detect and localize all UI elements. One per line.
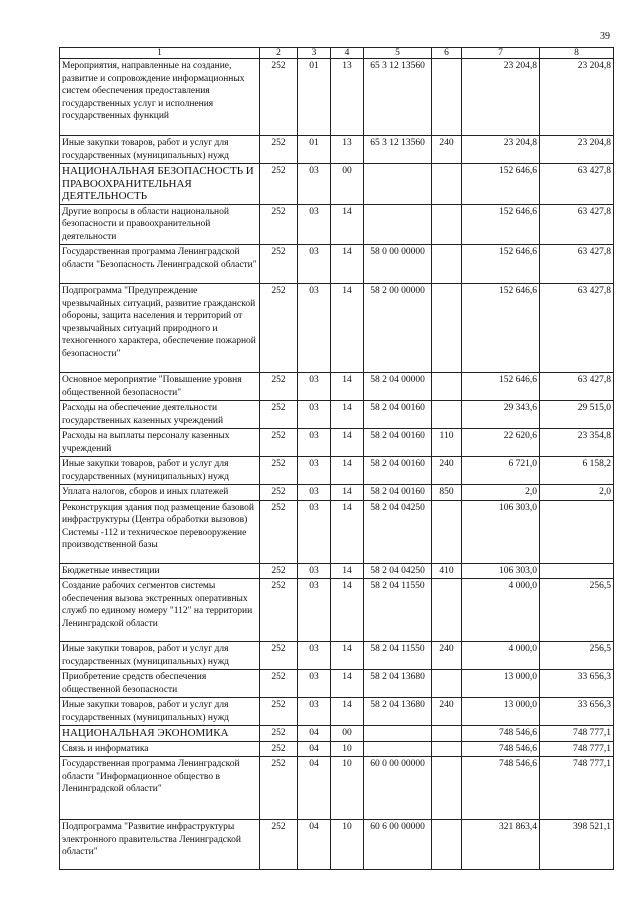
row-section-cell: 04	[298, 757, 331, 820]
row-name-cell: Подпрограмма "Предупреждение чрезвычайных ситуаций, развитие гражданской обороны, защита населения и территорий от чрезвычайных ситуаций природного и техногенного характера, обеспечение пожарной безопасности"	[60, 284, 260, 373]
row-code-cell: 252	[260, 59, 298, 136]
row-amount-cell: 13 000,0	[462, 698, 540, 726]
table-row	[60, 820, 614, 870]
row-type-cell	[432, 401, 462, 429]
row-amount-cell: 748 546,6	[462, 741, 540, 757]
row-subsection-cell: 14	[331, 429, 364, 457]
column-header: 4	[331, 48, 364, 59]
row-name-cell: НАЦИОНАЛЬНАЯ БЕЗОПАСНОСТЬ И ПРАВООХРАНИТЕЛЬНАЯ ДЕЯТЕЛЬНОСТЬ	[60, 164, 260, 205]
column-header: 6	[432, 48, 462, 59]
row-section-cell: 04	[298, 741, 331, 757]
column-header: 7	[462, 48, 540, 59]
table-row	[60, 579, 614, 642]
row-amount-cell: 152 646,6	[462, 204, 540, 245]
row-code-cell: 252	[260, 284, 298, 373]
row-code-cell: 252	[260, 401, 298, 429]
row-name-cell: Реконструкция здания под размещение базовой инфраструктуры (Центра обработки вызовов) Системы -112 и техническое перевооружение производственной базы	[60, 500, 260, 563]
row-name-cell: Другие вопросы в области национальной безопасности и правоохранительной деятельности	[60, 204, 260, 245]
row-section-cell: 03	[298, 563, 331, 579]
row-target-cell: 58 2 04 11550	[364, 642, 432, 670]
row-code-cell: 252	[260, 757, 298, 820]
row-code-cell: 252	[260, 726, 298, 742]
row-amount-cell: 152 646,6	[462, 164, 540, 205]
row-name-cell: Мероприятия, направленные на создание, развитие и сопровождение информационных систем обеспечения предоставления государственных услуг и исполнения государственных функций	[60, 59, 260, 136]
row-amount-cell: 748 777,1	[540, 757, 614, 820]
row-code-cell: 252	[260, 164, 298, 205]
row-amount-cell	[540, 500, 614, 563]
row-subsection-cell: 14	[331, 204, 364, 245]
row-section-cell: 04	[298, 726, 331, 742]
row-type-cell	[432, 500, 462, 563]
row-amount-cell: 748 546,6	[462, 757, 540, 820]
row-code-cell: 252	[260, 579, 298, 642]
row-section-cell: 03	[298, 457, 331, 485]
row-target-cell: 58 2 04 00160	[364, 429, 432, 457]
row-type-cell	[432, 59, 462, 136]
row-code-cell: 252	[260, 563, 298, 579]
row-type-cell: 240	[432, 698, 462, 726]
table-row	[60, 757, 614, 820]
table-row	[60, 485, 614, 501]
row-subsection-cell: 00	[331, 164, 364, 205]
table-row	[60, 429, 614, 457]
column-header: 8	[540, 48, 614, 59]
row-subsection-cell: 13	[331, 59, 364, 136]
row-code-cell: 252	[260, 820, 298, 870]
table-row	[60, 741, 614, 757]
column-header: 2	[260, 48, 298, 59]
row-name-cell: Иные закупки товаров, работ и услуг для государственных (муниципальных) нужд	[60, 642, 260, 670]
row-amount-cell: 106 303,0	[462, 563, 540, 579]
row-type-cell: 240	[432, 457, 462, 485]
row-target-cell: 65 3 12 13560	[364, 59, 432, 136]
row-subsection-cell: 10	[331, 741, 364, 757]
row-type-cell	[432, 820, 462, 870]
row-target-cell: 60 6 00 00000	[364, 820, 432, 870]
table-row	[60, 204, 614, 245]
row-amount-cell: 13 000,0	[462, 670, 540, 698]
row-amount-cell: 6 721,0	[462, 457, 540, 485]
row-section-cell: 03	[298, 642, 331, 670]
row-code-cell: 252	[260, 457, 298, 485]
row-amount-cell: 33 656,3	[540, 698, 614, 726]
row-target-cell	[364, 164, 432, 205]
row-name-cell: Подпрограмма "Развитие инфраструктуры электронного правительства Ленинградской области"	[60, 820, 260, 870]
row-amount-cell: 748 546,6	[462, 726, 540, 742]
table-row	[60, 726, 614, 742]
row-section-cell: 03	[298, 698, 331, 726]
row-amount-cell: 256,5	[540, 642, 614, 670]
row-target-cell	[364, 741, 432, 757]
row-name-cell: Приобретение средств обеспечения общественной безопасности	[60, 670, 260, 698]
row-amount-cell: 63 427,8	[540, 204, 614, 245]
budget-table	[59, 47, 614, 870]
row-name-cell: Расходы на выплаты персоналу казенных учреждений	[60, 429, 260, 457]
row-type-cell: 240	[432, 136, 462, 164]
row-section-cell: 03	[298, 284, 331, 373]
row-type-cell: 240	[432, 642, 462, 670]
row-type-cell	[432, 579, 462, 642]
row-name-cell: Государственная программа Ленинградской области "Информационное общество в Ленинградской области"	[60, 757, 260, 820]
table-row	[60, 164, 614, 205]
row-subsection-cell: 14	[331, 670, 364, 698]
row-name-cell: Основное мероприятие "Повышение уровня общественной безопасности"	[60, 373, 260, 401]
column-header: 3	[298, 48, 331, 59]
row-amount-cell: 23 354,8	[540, 429, 614, 457]
row-subsection-cell: 14	[331, 457, 364, 485]
row-subsection-cell: 14	[331, 500, 364, 563]
row-code-cell: 252	[260, 136, 298, 164]
row-amount-cell: 23 204,8	[540, 136, 614, 164]
row-subsection-cell: 14	[331, 245, 364, 284]
row-section-cell: 03	[298, 164, 331, 205]
row-amount-cell: 2,0	[540, 485, 614, 501]
table-row	[60, 284, 614, 373]
table-row	[60, 670, 614, 698]
row-type-cell	[432, 741, 462, 757]
row-subsection-cell: 10	[331, 820, 364, 870]
table-header-row	[60, 48, 614, 59]
row-subsection-cell: 14	[331, 485, 364, 501]
page-number: 39	[600, 31, 610, 42]
row-type-cell	[432, 284, 462, 373]
row-amount-cell: 63 427,8	[540, 373, 614, 401]
row-name-cell: Бюджетные инвестиции	[60, 563, 260, 579]
row-name-cell: Связь и информатика	[60, 741, 260, 757]
row-target-cell: 58 2 04 13680	[364, 698, 432, 726]
row-amount-cell: 2,0	[462, 485, 540, 501]
row-amount-cell: 63 427,8	[540, 245, 614, 284]
row-type-cell	[432, 757, 462, 820]
row-code-cell: 252	[260, 741, 298, 757]
row-code-cell: 252	[260, 485, 298, 501]
row-amount-cell: 23 204,8	[540, 59, 614, 136]
row-target-cell	[364, 726, 432, 742]
row-section-cell: 03	[298, 429, 331, 457]
row-section-cell: 01	[298, 59, 331, 136]
row-amount-cell: 63 427,8	[540, 164, 614, 205]
row-section-cell: 03	[298, 373, 331, 401]
row-amount-cell: 748 777,1	[540, 741, 614, 757]
table-row	[60, 136, 614, 164]
row-code-cell: 252	[260, 204, 298, 245]
row-name-cell: Государственная программа Ленинградской области "Безопасность Ленинградской области"	[60, 245, 260, 284]
row-type-cell	[432, 726, 462, 742]
row-amount-cell: 748 777,1	[540, 726, 614, 742]
row-target-cell: 58 2 04 11550	[364, 579, 432, 642]
row-amount-cell: 152 646,6	[462, 373, 540, 401]
row-type-cell: 850	[432, 485, 462, 501]
row-section-cell: 04	[298, 820, 331, 870]
row-subsection-cell: 14	[331, 698, 364, 726]
table-body	[60, 59, 614, 870]
row-code-cell: 252	[260, 245, 298, 284]
row-code-cell: 252	[260, 642, 298, 670]
row-type-cell	[432, 670, 462, 698]
table-row	[60, 500, 614, 563]
row-target-cell: 65 3 12 13560	[364, 136, 432, 164]
row-name-cell: Иные закупки товаров, работ и услуг для государственных (муниципальных) нужд	[60, 136, 260, 164]
row-name-cell: НАЦИОНАЛЬНАЯ ЭКОНОМИКА	[60, 726, 260, 742]
row-section-cell: 03	[298, 670, 331, 698]
row-name-cell: Создание рабочих сегментов системы обеспечения вызова экстренных оперативных служб по единому номеру "112" на территории Ленинградской области	[60, 579, 260, 642]
table-row	[60, 401, 614, 429]
row-amount-cell	[540, 563, 614, 579]
row-subsection-cell: 00	[331, 726, 364, 742]
row-section-cell: 01	[298, 136, 331, 164]
row-amount-cell: 23 204,8	[462, 59, 540, 136]
row-name-cell: Иные закупки товаров, работ и услуг для государственных (муниципальных) нужд	[60, 457, 260, 485]
row-target-cell: 58 2 04 00000	[364, 373, 432, 401]
row-target-cell: 58 2 04 04250	[364, 500, 432, 563]
row-target-cell: 58 0 00 00000	[364, 245, 432, 284]
row-type-cell: 110	[432, 429, 462, 457]
row-section-cell: 03	[298, 204, 331, 245]
row-subsection-cell: 14	[331, 642, 364, 670]
row-subsection-cell: 14	[331, 401, 364, 429]
column-header: 5	[364, 48, 432, 59]
row-amount-cell: 33 656,3	[540, 670, 614, 698]
row-amount-cell: 321 863,4	[462, 820, 540, 870]
row-amount-cell: 29 515,0	[540, 401, 614, 429]
table-row	[60, 59, 614, 136]
row-amount-cell: 6 158,2	[540, 457, 614, 485]
table-row	[60, 245, 614, 284]
row-type-cell	[432, 164, 462, 205]
row-section-cell: 03	[298, 401, 331, 429]
row-type-cell: 410	[432, 563, 462, 579]
table-row	[60, 563, 614, 579]
row-type-cell	[432, 204, 462, 245]
row-subsection-cell: 14	[331, 373, 364, 401]
row-target-cell: 58 2 04 00160	[364, 457, 432, 485]
row-section-cell: 03	[298, 245, 331, 284]
row-type-cell	[432, 373, 462, 401]
row-code-cell: 252	[260, 670, 298, 698]
row-amount-cell: 22 620,6	[462, 429, 540, 457]
row-subsection-cell: 14	[331, 284, 364, 373]
row-name-cell: Расходы на обеспечение деятельности государственных казенных учреждений	[60, 401, 260, 429]
row-amount-cell: 152 646,6	[462, 245, 540, 284]
row-subsection-cell: 14	[331, 579, 364, 642]
row-target-cell: 58 2 04 13680	[364, 670, 432, 698]
row-section-cell: 03	[298, 500, 331, 563]
table-row	[60, 642, 614, 670]
table-row	[60, 698, 614, 726]
row-amount-cell: 106 303,0	[462, 500, 540, 563]
row-target-cell: 58 2 00 00000	[364, 284, 432, 373]
row-amount-cell: 398 521,1	[540, 820, 614, 870]
row-code-cell: 252	[260, 698, 298, 726]
row-code-cell: 252	[260, 373, 298, 401]
row-target-cell: 58 2 04 00160	[364, 485, 432, 501]
row-amount-cell: 63 427,8	[540, 284, 614, 373]
row-target-cell	[364, 204, 432, 245]
column-header: 1	[60, 48, 260, 59]
row-name-cell: Иные закупки товаров, работ и услуг для государственных (муниципальных) нужд	[60, 698, 260, 726]
row-section-cell: 03	[298, 579, 331, 642]
row-subsection-cell: 13	[331, 136, 364, 164]
row-section-cell: 03	[298, 485, 331, 501]
row-amount-cell: 29 343,6	[462, 401, 540, 429]
row-target-cell: 58 2 04 04250	[364, 563, 432, 579]
row-name-cell: Уплата налогов, сборов и иных платежей	[60, 485, 260, 501]
table-row	[60, 373, 614, 401]
row-amount-cell: 4 000,0	[462, 579, 540, 642]
row-target-cell: 58 2 04 00160	[364, 401, 432, 429]
row-type-cell	[432, 245, 462, 284]
table-row	[60, 457, 614, 485]
row-amount-cell: 23 204,8	[462, 136, 540, 164]
row-subsection-cell: 10	[331, 757, 364, 820]
row-code-cell: 252	[260, 500, 298, 563]
row-amount-cell: 256,5	[540, 579, 614, 642]
row-target-cell: 60 0 00 00000	[364, 757, 432, 820]
row-amount-cell: 4 000,0	[462, 642, 540, 670]
row-subsection-cell: 14	[331, 563, 364, 579]
row-code-cell: 252	[260, 429, 298, 457]
row-amount-cell: 152 646,6	[462, 284, 540, 373]
